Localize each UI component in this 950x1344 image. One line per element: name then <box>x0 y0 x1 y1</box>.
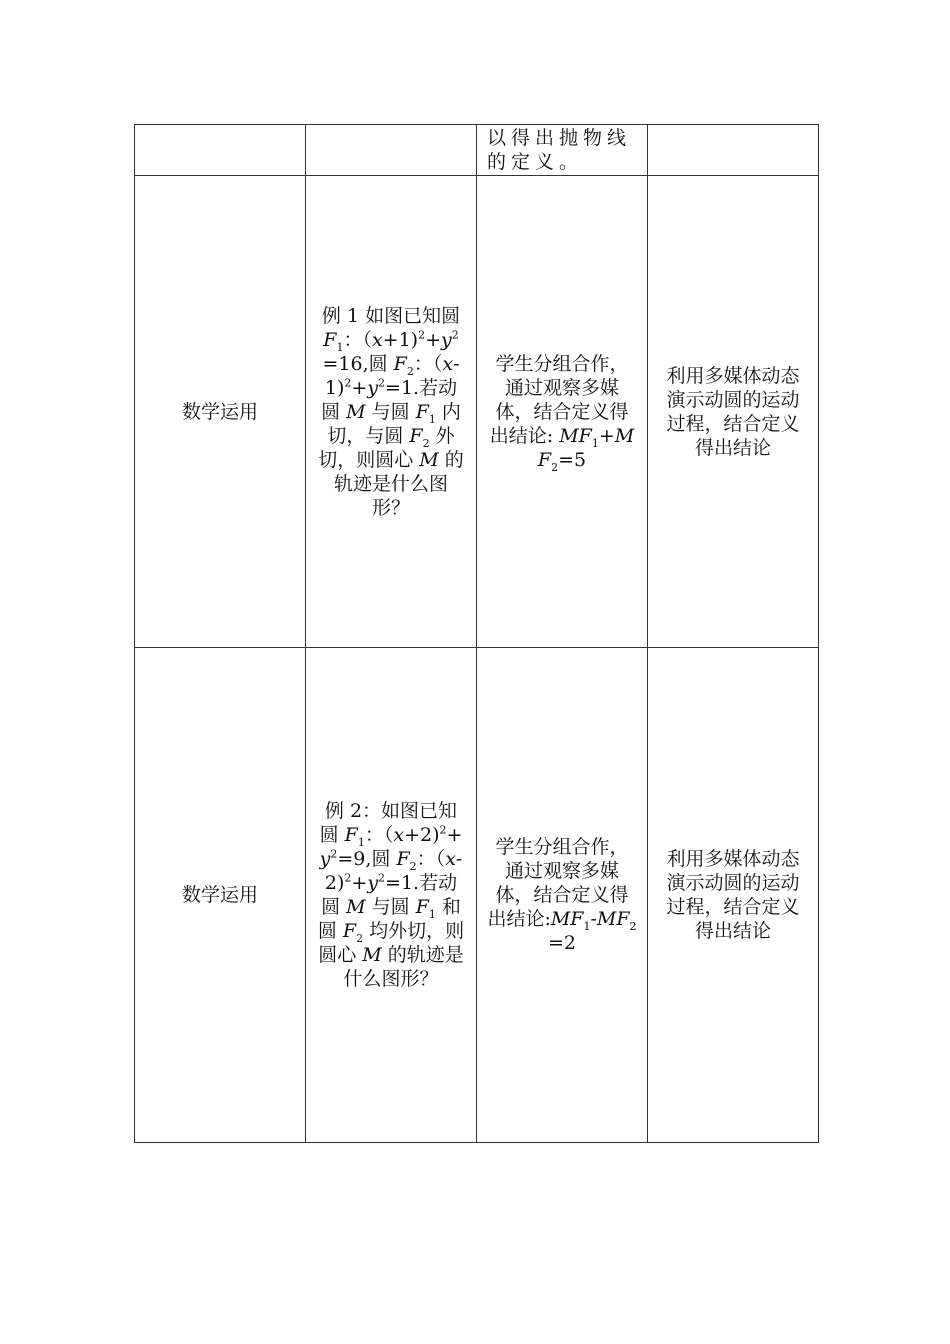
student-activity-text: 学生分组合作，通过观察多媒体，结合定义得出结论$:MF_1-MF_2=2$ <box>487 836 637 954</box>
design-intent-text: 利用多媒体动态演示动圆的运动过程，结合定义得出结论 <box>666 848 800 942</box>
student-activity-text: 以得出抛物线的定义。 <box>487 127 632 173</box>
content-cell <box>306 176 477 648</box>
design-intent-text: 利用多媒体动态演示动圆的运动过程，结合定义得出结论 <box>666 364 800 459</box>
content-cell <box>306 125 477 176</box>
student-activity-cell <box>477 648 648 1143</box>
stage-cell <box>135 648 306 1143</box>
student-activity-cell <box>477 176 648 648</box>
design-intent-cell <box>648 648 819 1143</box>
table-row <box>135 125 819 176</box>
example-2-text: 例 2：如图已知圆 $F_1$：$(x+2)^2+y^2=9$,圆 $F_2$：$(x-2)^2+y^2=1$.若动圆 M 与圆 $F_1$ 和圆 $F_2$ 均外切，则圆心 M 的轨迹是什么图形？ <box>317 800 465 990</box>
design-intent-cell <box>648 125 819 176</box>
table-row <box>135 176 819 648</box>
lesson-table <box>134 124 819 1143</box>
example-1-text: 例 1 如图已知圆 $F_1$：$(x+1)^2+y^2=16$,圆 $F_2$：$(x-1)^2+y^2=1$.若动圆 M 与圆 $F_1$ 内切，与圆 $F_2$ 外切，则圆心 M 的轨迹是什么图形？ <box>318 304 464 519</box>
stage-cell <box>135 125 306 176</box>
content-cell <box>306 648 477 1143</box>
stage-text: 数学运用 <box>181 400 258 423</box>
design-intent-cell <box>648 176 819 648</box>
student-activity-text: 学生分组合作，通过观察多媒体，结合定义得出结论: $MF_1+MF_2=5$ <box>489 352 635 474</box>
table-row <box>135 648 819 1143</box>
stage-cell <box>135 176 306 648</box>
stage-text: 数学运用 <box>181 884 258 906</box>
student-activity-cell <box>477 125 648 176</box>
